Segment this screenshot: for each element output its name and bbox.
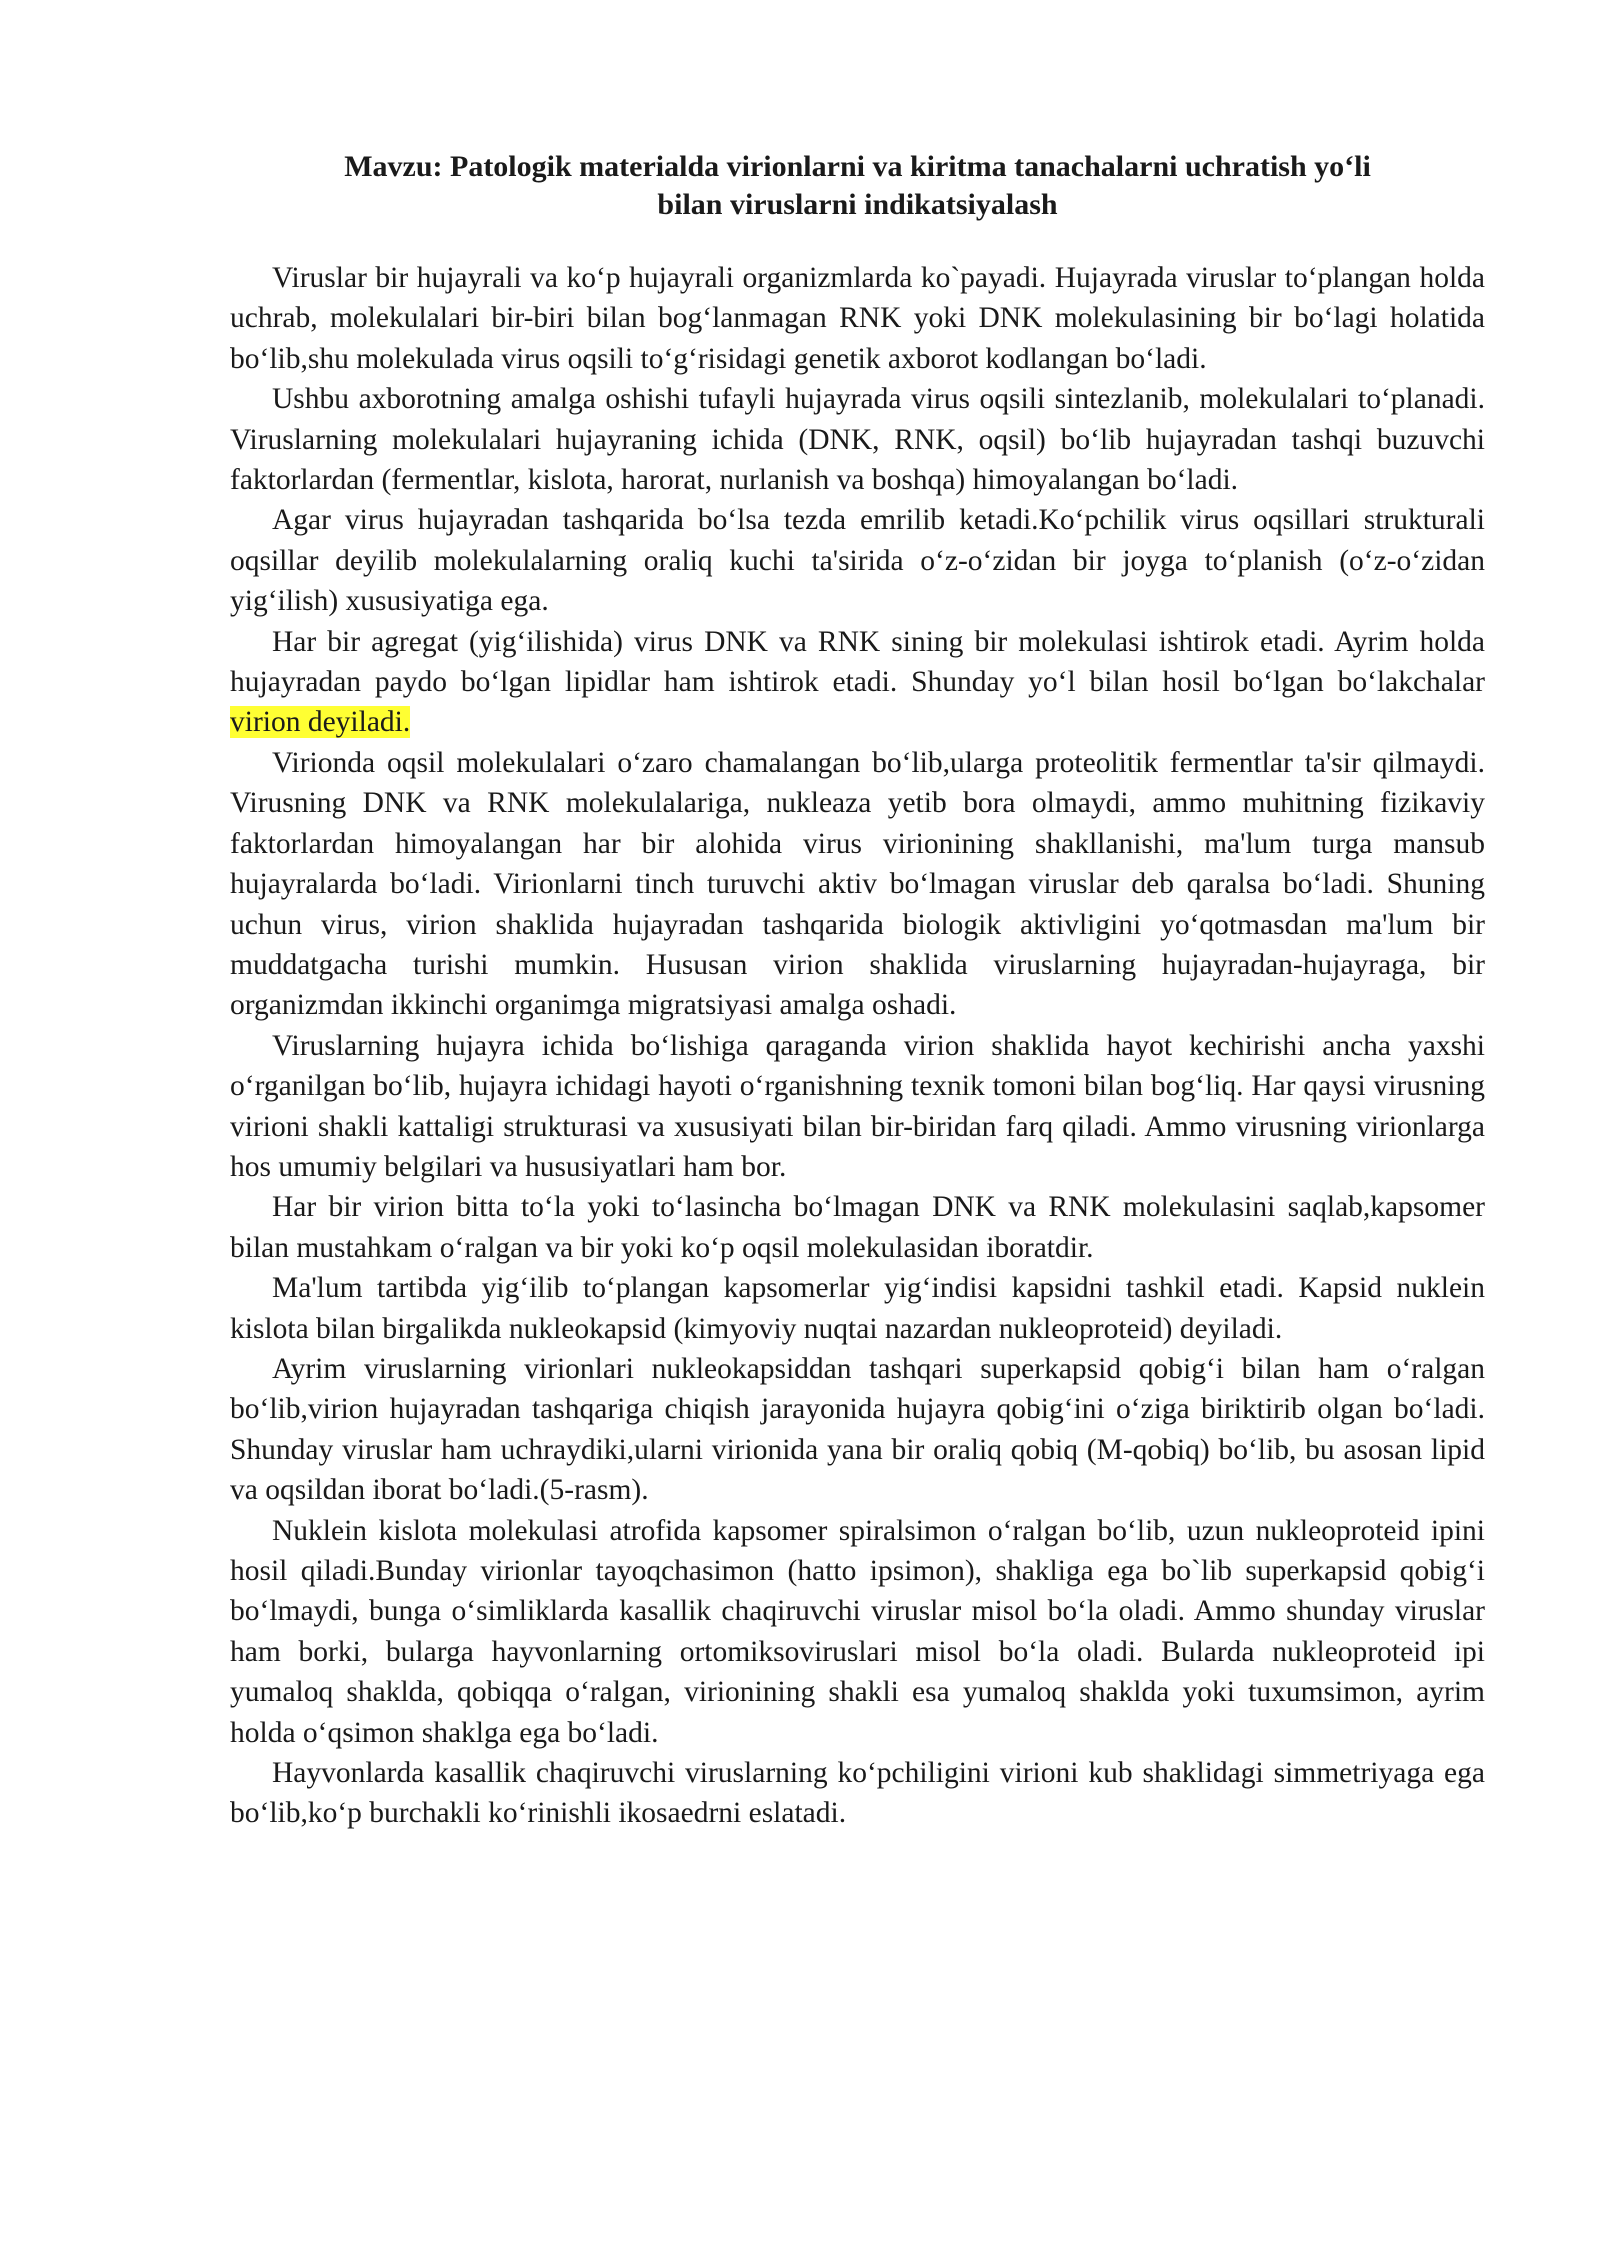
paragraph-3: Agar virus hujayradan tashqarida bo‘lsa tezda emrilib ketadi.Ko‘pchilik virus oqsillari strukturali oqsillar deyilib molekulalarning oraliq kuchi ta'sirida o‘z-o‘zidan bir joyga to‘planish (o‘z-o‘zidan yig‘ilish) xususiyatiga ega. (230, 504, 1485, 618)
document-page (230, 148, 1485, 1834)
paragraph-1: Viruslar bir hujayrali va ko‘p hujayrali organizmlarda ko`payadi. Hujayrada viruslar to‘plangan holda uchrab, molekulalari bir-biri bilan bog‘lanmagan RNK yoki DNK molekulasining bir bo‘lagi holatida bo‘lib,shu molekulada virus oqsili to‘g‘risidagi genetik axborot kodlangan bo‘ladi. (230, 262, 1485, 375)
paragraph-6: Viruslarning hujayra ichida bo‘lishiga qaraganda virion shaklida hayot kechirishi ancha yaxshi o‘rganilgan bo‘lib, hujayra ichidagi hayoti o‘rganishning texnik tomoni bilan bog‘liq. Har qaysi virusning virioni shakli kattaligi strukturasi va xususiyati bilan bir-biridan farq qiladi. Ammo virusning virionlarga hos umumiy belgilari va hususiyatlari ham bor. (230, 1029, 1485, 1183)
highlighted-text: virion deyiladi. (230, 706, 411, 739)
paragraph-8: Ma'lum tartibda yig‘ilib to‘plangan kapsomerlar yig‘indisi kapsidni tashkil etadi. Kapsid nuklein kislota bilan birgalikda nukleokapsid (kimyoviy nuqtai nazardan nukleoproteid) deyiladi. (230, 1272, 1485, 1345)
title-line-2: bilan viruslarni indikatsiyalash (657, 188, 1058, 221)
paragraph-9: Ayrim viruslarning virionlari nukleokapsiddan tashqari superkapsid qobig‘i bilan ham o‘ralgan bo‘lib,virion hujayradan tashqariga chiqish jarayonida hujayra qobig‘ini o‘ziga biriktirib olgan bo‘ladi. Shunday viruslar ham uchraydiki,ularni virionida yana bir oraliq qobiq (M-qobiq) bo‘lib, bu asosan lipid va oqsildan iborat bo‘ladi.(5-rasm). (230, 1352, 1485, 1507)
body-text (230, 258, 1485, 1834)
paragraph-10: Nuklein kislota molekulasi atrofida kapsomer spiralsimon o‘ralgan bo‘lib, uzun nukleoproteid ipini hosil qiladi.Bunday virionlar tayoqchasimon (hatto ipsimon), shakliga ega bo`lib superkapsid qobig‘i bo‘lmaydi, bunga o‘simliklarda kasallik chaqiruvchi viruslar misol bo‘la oladi. Ammo shunday viruslar ham borki, bularga hayvonlarning ortomiksoviruslari misol bo‘la oladi. Bularda nukleoproteid ipi yumaloq shaklda, qobiqqa o‘ralgan, virionining shakli esa yumaloq shaklda yoki tuxumsimon, ayrim holda o‘qsimon shaklga ega bo‘ladi. (230, 1514, 1485, 1749)
paragraph-2: Ushbu axborotning amalga oshishi tufayli hujayrada virus oqsili sintezlanib, molekulalari to‘planadi. Viruslarning molekulalari hujayraning ichida (DNK, RNK, oqsil) bo‘lib hujayradan tashqi buzuvchi faktorlardan (fermentlar, kislota, harorat, nurlanish va boshqa) himoyalangan bo‘ladi. (230, 383, 1485, 497)
paragraph-4: Har bir agregat (yig‘ilishida) virus DNK va RNK sining bir molekulasi ishtirok etadi. Ayrim holda hujayradan paydo bo‘lgan lipidlar ham ishtirok etadi. Shunday yo‘l bilan hosil bo‘lgan bo‘lakchalar virion deyiladi. (230, 625, 1485, 739)
paragraph-11: Hayvonlarda kasallik chaqiruvchi viruslarning ko‘pchiligini virioni kub shaklidagi simmetriyaga ega bo‘lib,ko‘p burchakli ko‘rinishli ikosaedrni eslatadi. (230, 1757, 1485, 1830)
title-line-1: Mavzu: Patologik materialda virionlarni va kiritma tanachalarni uchratish yo‘li (344, 150, 1371, 183)
paragraph-5: Virionda oqsil molekulalari o‘zaro chamalangan bo‘lib,ularga proteolitik fermentlar ta'sir qilmaydi. Virusning DNK va RNK molekulalariga, nukleaza yetib bora olmaydi, ammo muhitning fizikaviy faktorlardan himoyalangan har bir alohida virus virionining shakllanishi, ma'lum turga mansub hujayralarda bo‘ladi. Virionlarni tinch turuvchi aktiv bo‘lmagan viruslar deb qaralsa bo‘ladi. Shuning uchun virus, virion shaklida hujayradan tashqarida biologik aktivligini yo‘qotmasdan ma'lum bir muddatgacha turishi mumkin. Hususan virion shaklida viruslarning hujayradan-hujayraga, bir organizmdan ikkinchi organimga migratsiyasi amalga oshadi. (230, 746, 1485, 1022)
paragraph-7: Har bir virion bitta to‘la yoki to‘lasincha bo‘lmagan DNK va RNK molekulasini saqlab,kapsomer bilan mustahkam o‘ralgan va bir yoki ko‘p oqsil molekulasidan iboratdir. (230, 1191, 1485, 1264)
page-title (230, 148, 1485, 224)
